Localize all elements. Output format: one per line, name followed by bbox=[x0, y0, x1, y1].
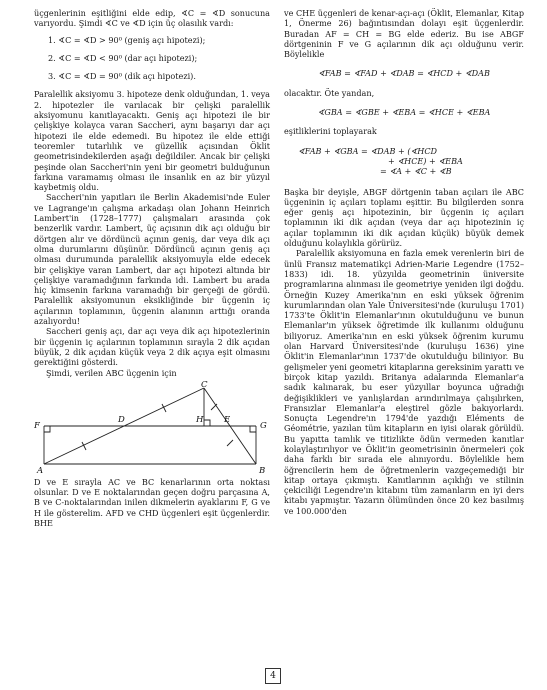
label-f: F bbox=[34, 420, 40, 431]
label-h: H bbox=[196, 414, 204, 425]
paragraph-after-figure: D ve E sırayla AC ve BC kenarlarının orta noktası olsunlar. D ve E noktalarından geçen doğru parçasına A, B ve C-noktalarından inilen dikmelerin ayaklarını F, G ve H ile gösterelim. AFD ve CHD üçgenleri eşit üçgenlerdir. BHE bbox=[34, 476, 270, 528]
paragraph-parallel-axiom: Paralellik aksiyomu 3. hipoteze denk olduğundan, 1. veya 2. hipotezler ile varılacak bir çelişki paralellik aksiyomunu kanıtlayacaktı. Geniş açı hipotezi ile bir çelişkiye kolayca varan Saccheri, aynı başarıyı dar açı hipotezi ile elde edemedi. Bu hipotez ile elde ettiği teoremler tutarlılık ve güzellik açısından Öklit geometrisindekilerden aşağı değildiler. Ancak bir çelişki peşinde olan Saccheri'nin yeni bir geometri bulduğunun farkına varamamış olması ile insanlık en az bir yüzyıl kaybetmiş oldu. bbox=[34, 89, 270, 193]
paragraph-saccheri-hypotheses: Saccheri geniş açı, dar açı veya dik açı hipotezlerinin bir üçgenin iç açılarının toplamının sırayla 2 dik açıdan büyük, 2 dik açıdan küçük veya 2 dik açıya eşit olmasını gerektiğini gösterdi. bbox=[34, 326, 270, 368]
paragraph-legendre: Paralellik aksiyomuna en fazla emek verenlerin biri de ünlü Fransız matematikçi Adrien-Marie Legendre (1752–1833) idi. 18. yüzyılda geometrinin üniversite programlarına alınması ile geometriye yeniden ilgi doğdu. Örneğin Kuzey Amerika'nın en eski yüksek öğrenim kurumlarından olan Yale Üniversitesi'nde (kuruluşu 1701) 1733'te Öklit'in Elemanlar'ının okutulduğunu ve bunun Elemanlar'ın yüksek öğretimde ilk kullanımı olduğunu biliyoruz. Amerika'nın en eski yüksek öğrenim kurumu olan Harvard Üniversitesi'nde (kuruluşu 1636) yine Öklit'in Elemanlar'ının 1737'de okutulduğu biliniyor. Bu gelişmeler yeni geometri kitaplarına gereksinim yarattı ve birçok kitap yazıldı. Britanya adalarında Elemanlar'a sadık kalınarak, bu eser yüzyıllar boyunca uğradığı değişiklikleri ve yanlışlardan arındırılmaya çalışılırken, Fransızlar Elemanlar'a eleştirel gözle bakıyorlardı. Sonuçta Legendre'ın 1794'de yazdığı Eléments de Géométrie, yazılan tüm kitapların en iyisi olarak görüldü. Bu yapıtta tamlık ve titizlikte ödün vermeden kanıtlar kolaylaştırılıyor ve Öklit'in geometrisinin önermeleri çok daha farklı bir sırada ele alınıyordu. Böylelikle hem öğrencilerin hem de öğretmenlerin vazgeçemediği bir kitap ortaya çıkmıştı. Kanıtlarının açıklığı ve stilinin çekiciliği Legendre'ın kitabını tüm zamanların en iyi ders kitabı yapmıştır. Yazarın ölümünden önce 20 kez basılmış ve 100.000'den bbox=[284, 248, 524, 516]
label-a: A bbox=[37, 465, 44, 474]
equation-fab: ∢FAB = ∢FAD + ∢DAB = ∢HCD + ∢DAB bbox=[318, 68, 490, 79]
equation-sum-line-2: + ∢HCE) + ∢EBA bbox=[388, 155, 463, 166]
label-d: D bbox=[118, 414, 125, 425]
tick-mark-ce bbox=[211, 404, 217, 410]
right-column bbox=[284, 8, 524, 516]
hypothesis-3: 3. ∢C = ∢D = 90⁰ (dik açı hipotezi). bbox=[48, 71, 196, 82]
tick-mark-eb bbox=[227, 440, 233, 446]
text-ote-yandan: olacaktır. Öte yandan, bbox=[284, 87, 375, 98]
left-column bbox=[34, 8, 270, 528]
equation-gba: ∢GBA = ∢GBE + ∢EBA = ∢HCE + ∢EBA bbox=[317, 107, 491, 118]
paragraph-figure-intro: Şimdi, verilen ABC üçgenin için bbox=[46, 367, 177, 378]
right-angle-g bbox=[250, 426, 256, 432]
label-c: C bbox=[201, 379, 208, 390]
equation-sum-line-1: ∢FAB + ∢GBA = ∢DAB + (∢HCD bbox=[298, 145, 438, 156]
paragraph-congruence: ve CHE üçgenleri de kenar-açı-açı (Öklit, Elemanlar, Kitap 1, Önerme 26) bağıntısından dolayı eşit üçgenlerdir. Buradan AF = CH = BG elde ederiz. Bu ise ABGF dörtgeninin F ve G açılarının dik açı olduğunu verir. Böylelikle bbox=[284, 8, 524, 60]
label-e: E bbox=[224, 414, 231, 425]
paragraph-lambert: Saccheri'nin yapıtları ile Berlin Akademisi'nde Euler ve Lagrange'ın çalışma arkadaşı olan Johann Heinrich Lambert'in (1728–1777) çalışmaları arasında çok benzerlik vardır. Lambert, üç açısının dik açı olduğu bir dörtgen alır ve dördüncü açının geniş, dar veya dik açı olma durumlarını düşünür. Dördüncü açının geniş açı olması durumunda paralellik aksiyomuyla elde edecek bir çelişkiye varan Lambert, dar açı hipotezi altında bir çelişkiye varamadığının farkında idi. Lambert bu arada hiç kimsenin farkına varamadığı bir gerçeği de gördü. Paralellik aksiyomunun eksikliğinde bir üçgenin iç açılarının toplamının, üçgenin alanının arttığı oranda azalıyordu! bbox=[34, 192, 270, 327]
equation-sum-line-3: = ∢A + ∢C + ∢B bbox=[380, 166, 452, 177]
hypothesis-1: 1. ∢C = ∢D > 90⁰ (geniş açı hipotezi); bbox=[48, 34, 206, 45]
label-g: G bbox=[260, 420, 267, 431]
paragraph-quadrilateral: Başka bir deyişle, ABGF dörtgenin taban açıları ile ABC üçgeninin iç açıları toplamı eşittir. Bu bilgilerden sonra eğer geniş açı hipotezinin, bir üçgenin iç açıları toplamının iki dik açıdan (veya dar açı hipotezinin iç açılar toplamının iki dik açıdan küçük) büyük demek olduğunu kolaylıkla görürüz. bbox=[284, 186, 524, 249]
label-b: B bbox=[259, 465, 266, 474]
paragraph-intro: üçgenlerinin eşitliğini elde edip, ∢C = ∢D sonucuna varıyordu. Şimdi ∢C ve ∢D için üç olasılık vardı: bbox=[34, 8, 270, 29]
text-esitlikleri: eşitliklerini toplayarak bbox=[284, 126, 377, 137]
page-number: 4 bbox=[265, 668, 281, 684]
right-angle-h bbox=[204, 420, 210, 426]
triangle-figure bbox=[34, 380, 270, 474]
right-angle-f bbox=[44, 426, 50, 432]
hypothesis-2: 2. ∢C = ∢D < 90⁰ (dar açı hipotezi); bbox=[48, 52, 198, 63]
